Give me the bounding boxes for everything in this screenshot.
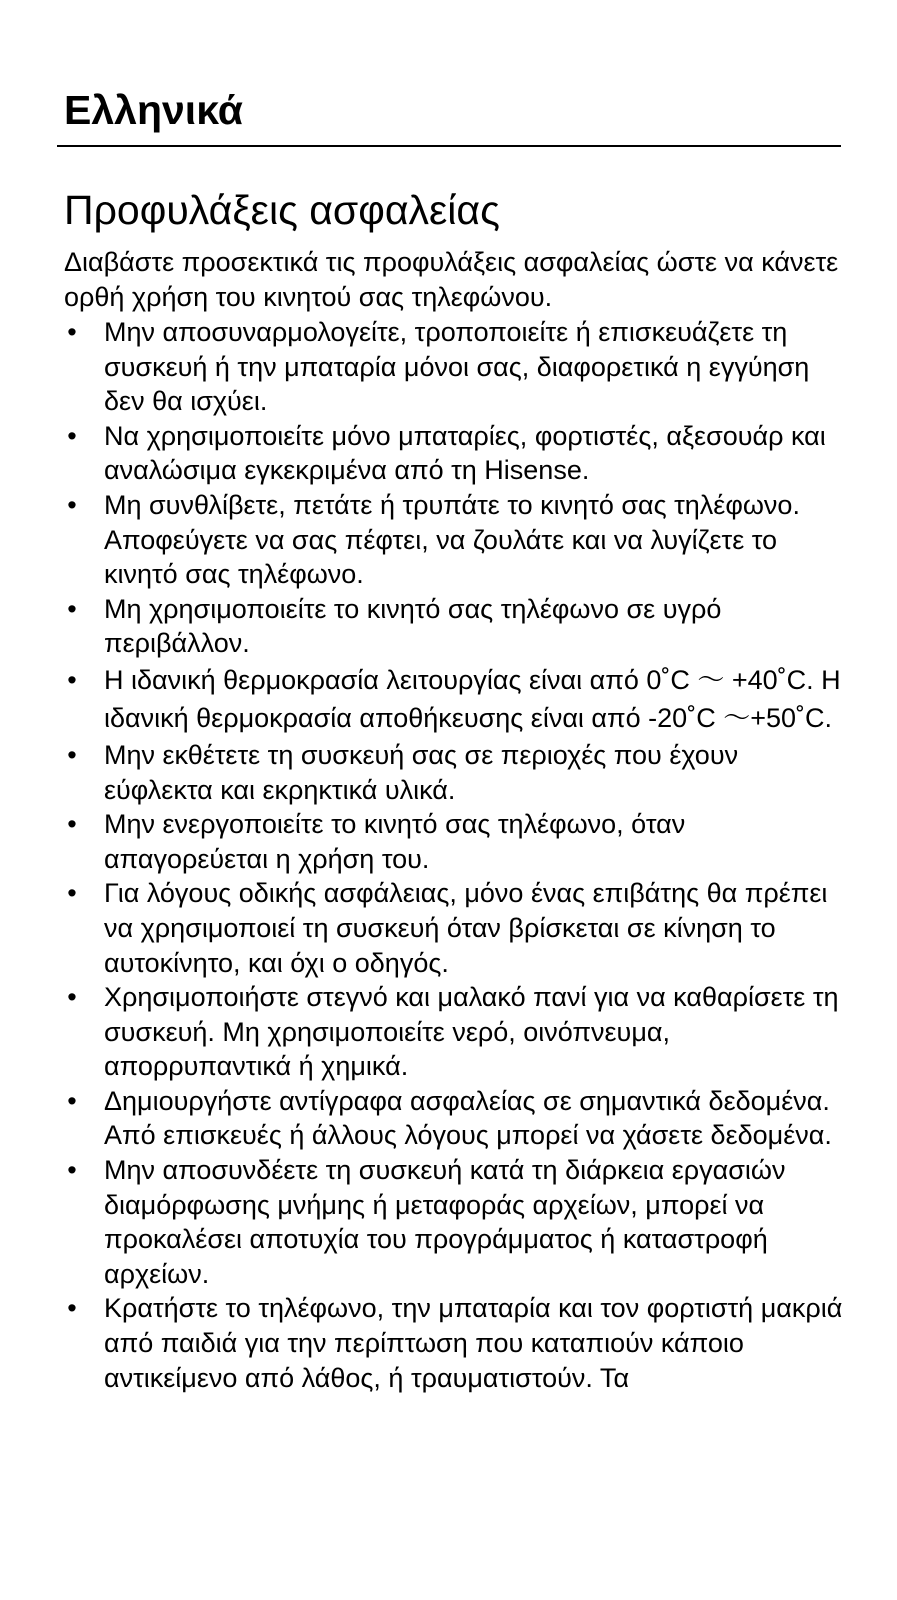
list-item-text: Μην εκθέτετε τη συσκευή σας σε περιοχές που έχουν εύφλεκτα και εκρηκτικά υλικά.	[104, 739, 739, 805]
bullet-icon: •	[67, 317, 77, 347]
bullet-icon: •	[67, 489, 77, 520]
bullet-icon: •	[67, 739, 77, 770]
safety-precautions-list	[64, 315, 854, 1395]
bullet-icon: •	[67, 593, 77, 624]
list-item-text: Μη συνθλίβετε, πετάτε ή τρυπάτε το κινητό σας τηλέφωνο. Αποφεύγετε να σας πέφτει, να ζουλάτε και να λυγίζετε το κινητό σας τηλέφωνο.	[104, 489, 800, 590]
list-item	[64, 807, 854, 876]
bullet-icon: •	[67, 982, 77, 1013]
bullet-icon: •	[67, 420, 77, 451]
list-item-text: Να χρησιμοποιείτε μόνο μπαταρίες, φορτιστές, αξεσουάρ και αναλώσιμα εγκεκριμένα από τη Hisense.	[104, 420, 826, 486]
bullet-icon: •	[67, 664, 77, 695]
list-item	[64, 488, 854, 592]
list-item-text: Κρατήστε το τηλέφωνο, την μπαταρία και τον φορτιστή μακριά από παιδιά για την περίπτωση που καταπιούν κάποιο αντικείμενο από λάθος, ή τραυματιστούν. Τα	[104, 1293, 843, 1393]
list-item	[64, 661, 854, 738]
list-item-text: Χρησιμοποιήστε στεγνό και μαλακό πανί για να καθαρίσετε τη συσκευή. Μη χρησιμοποιείτε νερό, οινόπνευμα, απορρυπαντικά ή χημικά.	[104, 982, 839, 1082]
list-item-text: Μην αποσυνδέετε τη συσκευή κατά τη διάρκεια εργασιών διαμόρφωσης μνήμης ή μεταφοράς αρχείων, μπορεί να προκαλέσει αποτυχία του προγράμματος ή καταστροφή αρχείων.	[104, 1155, 786, 1289]
list-item-text: Μην αποσυναρμολογείτε, τροποποιείτε ή επισκευάζετε τη συσκευή ή την μπαταρία μόνοι σας, διαφορετικά η εγγύηση δεν θα ισχύει.	[104, 317, 810, 417]
list-item-text: Η ιδανική θερμοκρασία λειτουργίας είναι από 0˚C ～ +40˚C. Η ιδανική θερμοκρασία αποθήκευσης είναι από -20˚C ～+50˚C.	[104, 664, 841, 734]
bullet-icon: •	[67, 809, 77, 840]
list-item	[64, 419, 854, 488]
list-item	[64, 980, 854, 1084]
list-item	[64, 592, 854, 661]
bullet-icon: •	[67, 1085, 77, 1116]
list-item	[64, 1291, 854, 1395]
heading-divider	[57, 145, 841, 147]
list-item	[64, 738, 854, 807]
list-item	[64, 1084, 854, 1153]
section-title: Προφυλάξεις ασφαλείας	[64, 187, 500, 233]
list-item-text: Μη χρησιμοποιείτε το κινητό σας τηλέφωνο σε υγρό περιβάλλον.	[104, 593, 722, 659]
list-item	[64, 876, 854, 980]
language-heading: Ελληνικά	[64, 87, 243, 133]
list-item-text: Για λόγους οδικής ασφάλειας, μόνο ένας επιβάτης θα πρέπει να χρησιμοποιεί τη συσκευή όταν βρίσκεται σε κίνηση το αυτοκίνητο, και όχι ο οδηγός.	[104, 878, 828, 978]
list-item-text: Δημιουργήστε αντίγραφα ασφαλείας σε σημαντικά δεδομένα. Από επισκευές ή άλλους λόγους μπορεί να χάσετε δεδομένα.	[104, 1085, 832, 1151]
bullet-icon: •	[67, 1293, 77, 1324]
bullet-icon: •	[67, 878, 77, 909]
bullet-icon: •	[67, 1155, 77, 1186]
intro-paragraph: Διαβάστε προσεκτικά τις προφυλάξεις ασφαλείας ώστε να κάνετε ορθή χρήση του κινητού σας τηλεφώνου.	[64, 247, 839, 312]
list-item	[64, 315, 854, 419]
list-item-text: Μην ενεργοποιείτε το κινητό σας τηλέφωνο, όταν απαγορεύεται η χρήση του.	[104, 809, 686, 874]
list-item	[64, 1153, 854, 1291]
